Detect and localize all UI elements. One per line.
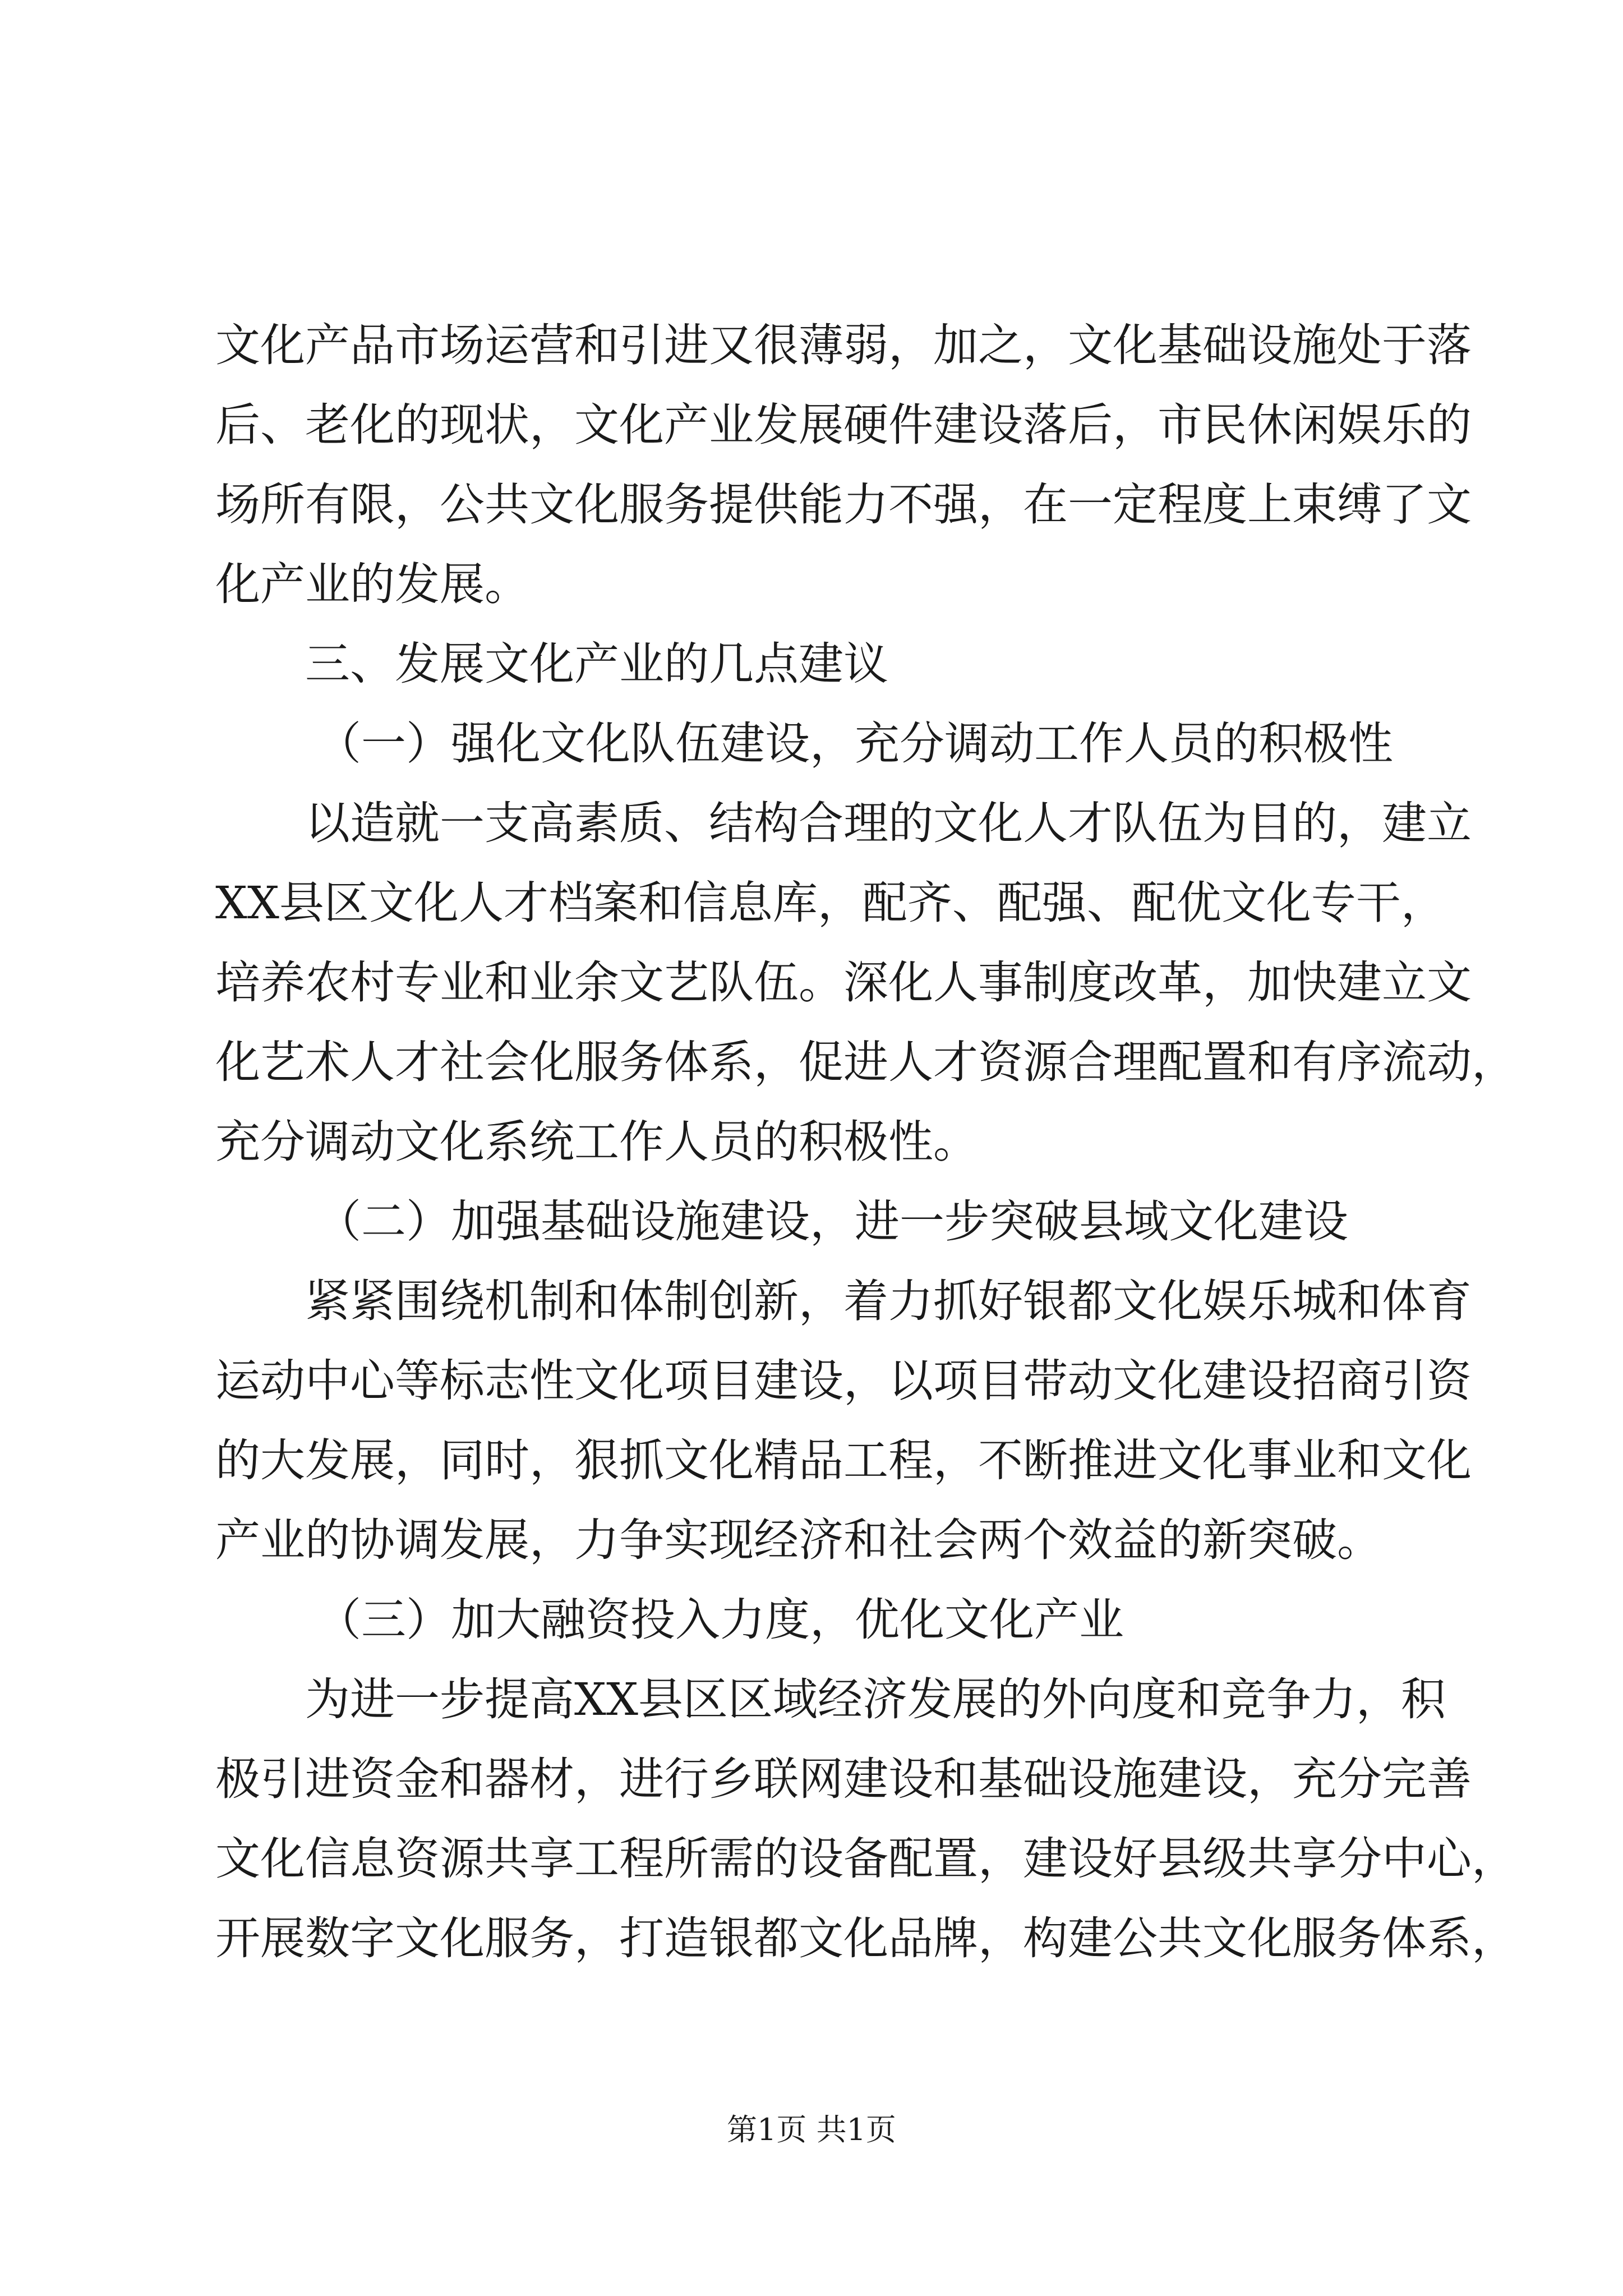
text-line: 场所有限，公共文化服务提供能力不强，在一定程度上束缚了文 <box>215 478 1472 531</box>
text-line: 化产业的发展。 <box>215 558 529 610</box>
text-line: 培养农村专业和业余文艺队伍。深化人事制度改革，加快建立文 <box>215 956 1472 1009</box>
subsection-heading: （二）加强基础设施建设，进一步突破县域文化建设 <box>316 1195 1348 1248</box>
text-line: XX县区文化人才档案和信息库，配齐、配强、配优文化专干， <box>215 877 1446 929</box>
body-text <box>215 306 1516 1978</box>
text-line: 后、老化的现状，文化产业发展硬件建设落后，市民休闲娱乐的 <box>215 399 1472 451</box>
page-footer: 第1页 共1页 <box>727 2112 896 2147</box>
text-line: 为进一步提高XX县区区域经济发展的外向度和竞争力，积 <box>305 1673 1446 1726</box>
text-line: 的大发展，同时，狠抓文化精品工程，不断推进文化事业和文化 <box>215 1434 1472 1487</box>
text-line: 化艺术人才社会化服务体系，促进人才资源合理配置和有序流动， <box>215 1036 1516 1088</box>
subsection-heading: （三）加大融资投入力度，优化文化产业 <box>316 1594 1124 1646</box>
text-line: 产业的协调发展，力争实现经济和社会两个效益的新突破。 <box>215 1514 1382 1566</box>
text-line: 充分调动文化系统工作人员的积极性。 <box>215 1116 978 1168</box>
text-line: 运动中心等标志性文化项目建设，以项目带动文化建设招商引资 <box>215 1355 1472 1407</box>
text-line: 以造就一支高素质、结构合理的文化人才队伍为目的，建立 <box>305 797 1472 849</box>
text-line: 开展数字文化服务，打造银都文化品牌，构建公共文化服务体系， <box>215 1912 1516 1964</box>
subsection-heading: （一）强化文化队伍建设，充分调动工作人员的积极性 <box>316 717 1393 770</box>
text-line: 极引进资金和器材，进行乡联网建设和基础设施建设，充分完善 <box>215 1753 1472 1805</box>
text-line: 紧紧围绕机制和体制创新，着力抓好银都文化娱乐城和体育 <box>305 1275 1472 1327</box>
section-heading: 三、发展文化产业的几点建议 <box>305 638 888 690</box>
text-line: 文化产品市场运营和引进又很薄弱，加之，文化基础设施处于落 <box>215 319 1472 371</box>
text-line: 文化信息资源共享工程所需的设备配置，建设好县级共享分中心， <box>215 1833 1516 1885</box>
